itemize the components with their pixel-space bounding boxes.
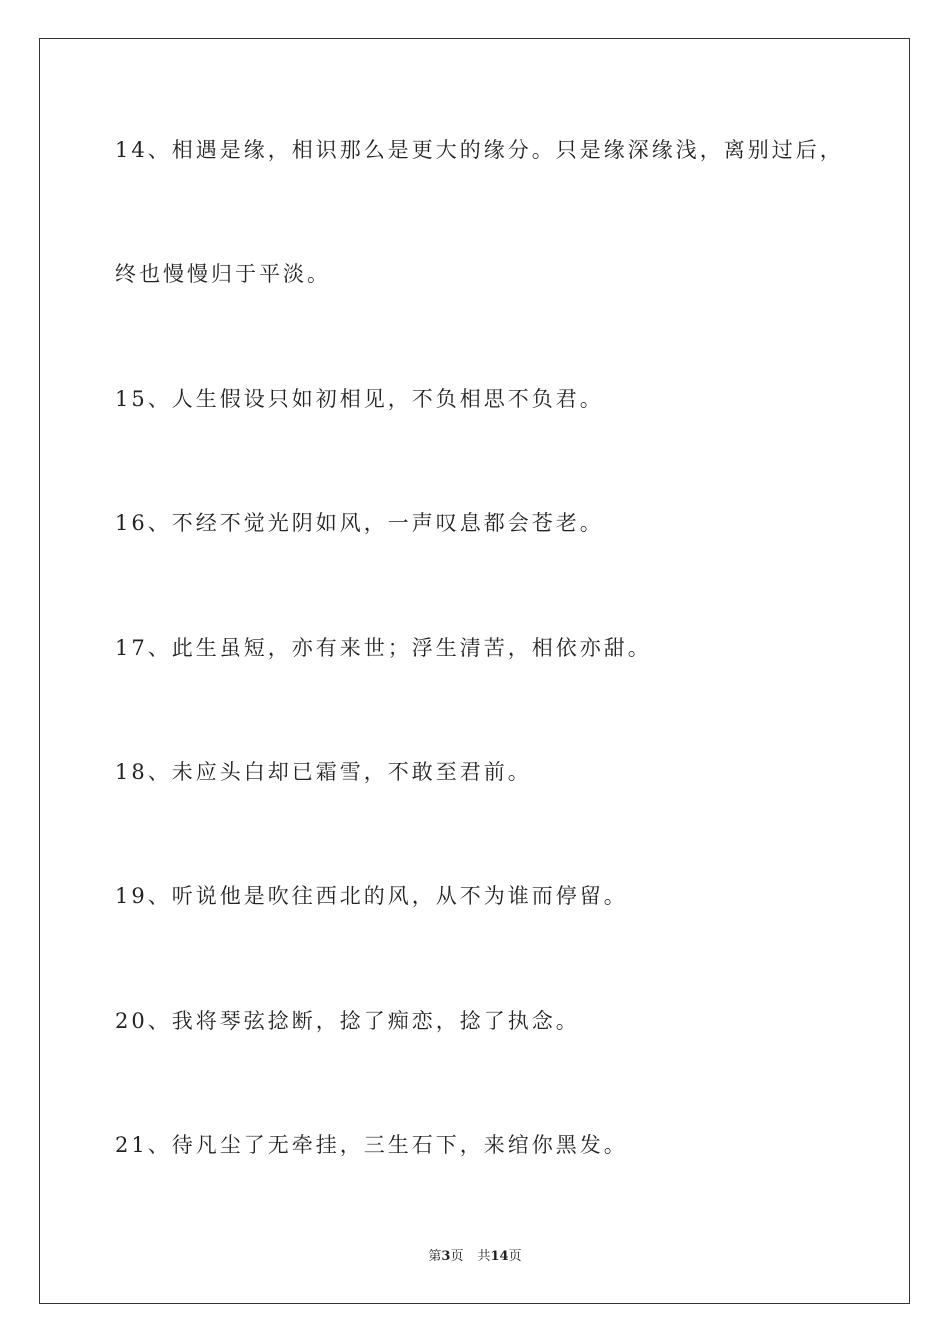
page-number: 3 bbox=[441, 1249, 451, 1264]
page-footer bbox=[0, 1248, 950, 1266]
text-line-18: 18、未应头白却已霜雪，不敢至君前。 bbox=[115, 760, 532, 784]
text-line-17: 17、此生虽短，亦有来世；浮生清苦，相依亦甜。 bbox=[115, 636, 652, 660]
total-pages: 14 bbox=[490, 1249, 509, 1264]
text-line-21: 21、待凡尘了无牵挂，三生石下，来绾你黑发。 bbox=[115, 1133, 628, 1157]
text-line-14-continued: 终也慢慢归于平淡。 bbox=[115, 262, 331, 286]
page-suffix: 页 bbox=[450, 1249, 464, 1264]
page-frame bbox=[39, 38, 910, 1304]
text-line-16: 16、不经不觉光阴如风，一声叹息都会苍老。 bbox=[115, 511, 604, 535]
text-line-14: 14、相遇是缘，相识那么是更大的缘分。只是缘深缘浅，离别过后， bbox=[115, 138, 844, 162]
text-line-15: 15、人生假设只如初相见，不负相思不负君。 bbox=[115, 387, 604, 411]
text-line-19: 19、听说他是吹往西北的风，从不为谁而停留。 bbox=[115, 884, 628, 908]
text-line-20: 20、我将琴弦捻断，捻了痴恋，捻了执念。 bbox=[115, 1009, 580, 1033]
total-suffix: 页 bbox=[508, 1249, 522, 1264]
total-prefix: 共 bbox=[477, 1249, 491, 1264]
page-prefix: 第 bbox=[428, 1249, 442, 1264]
